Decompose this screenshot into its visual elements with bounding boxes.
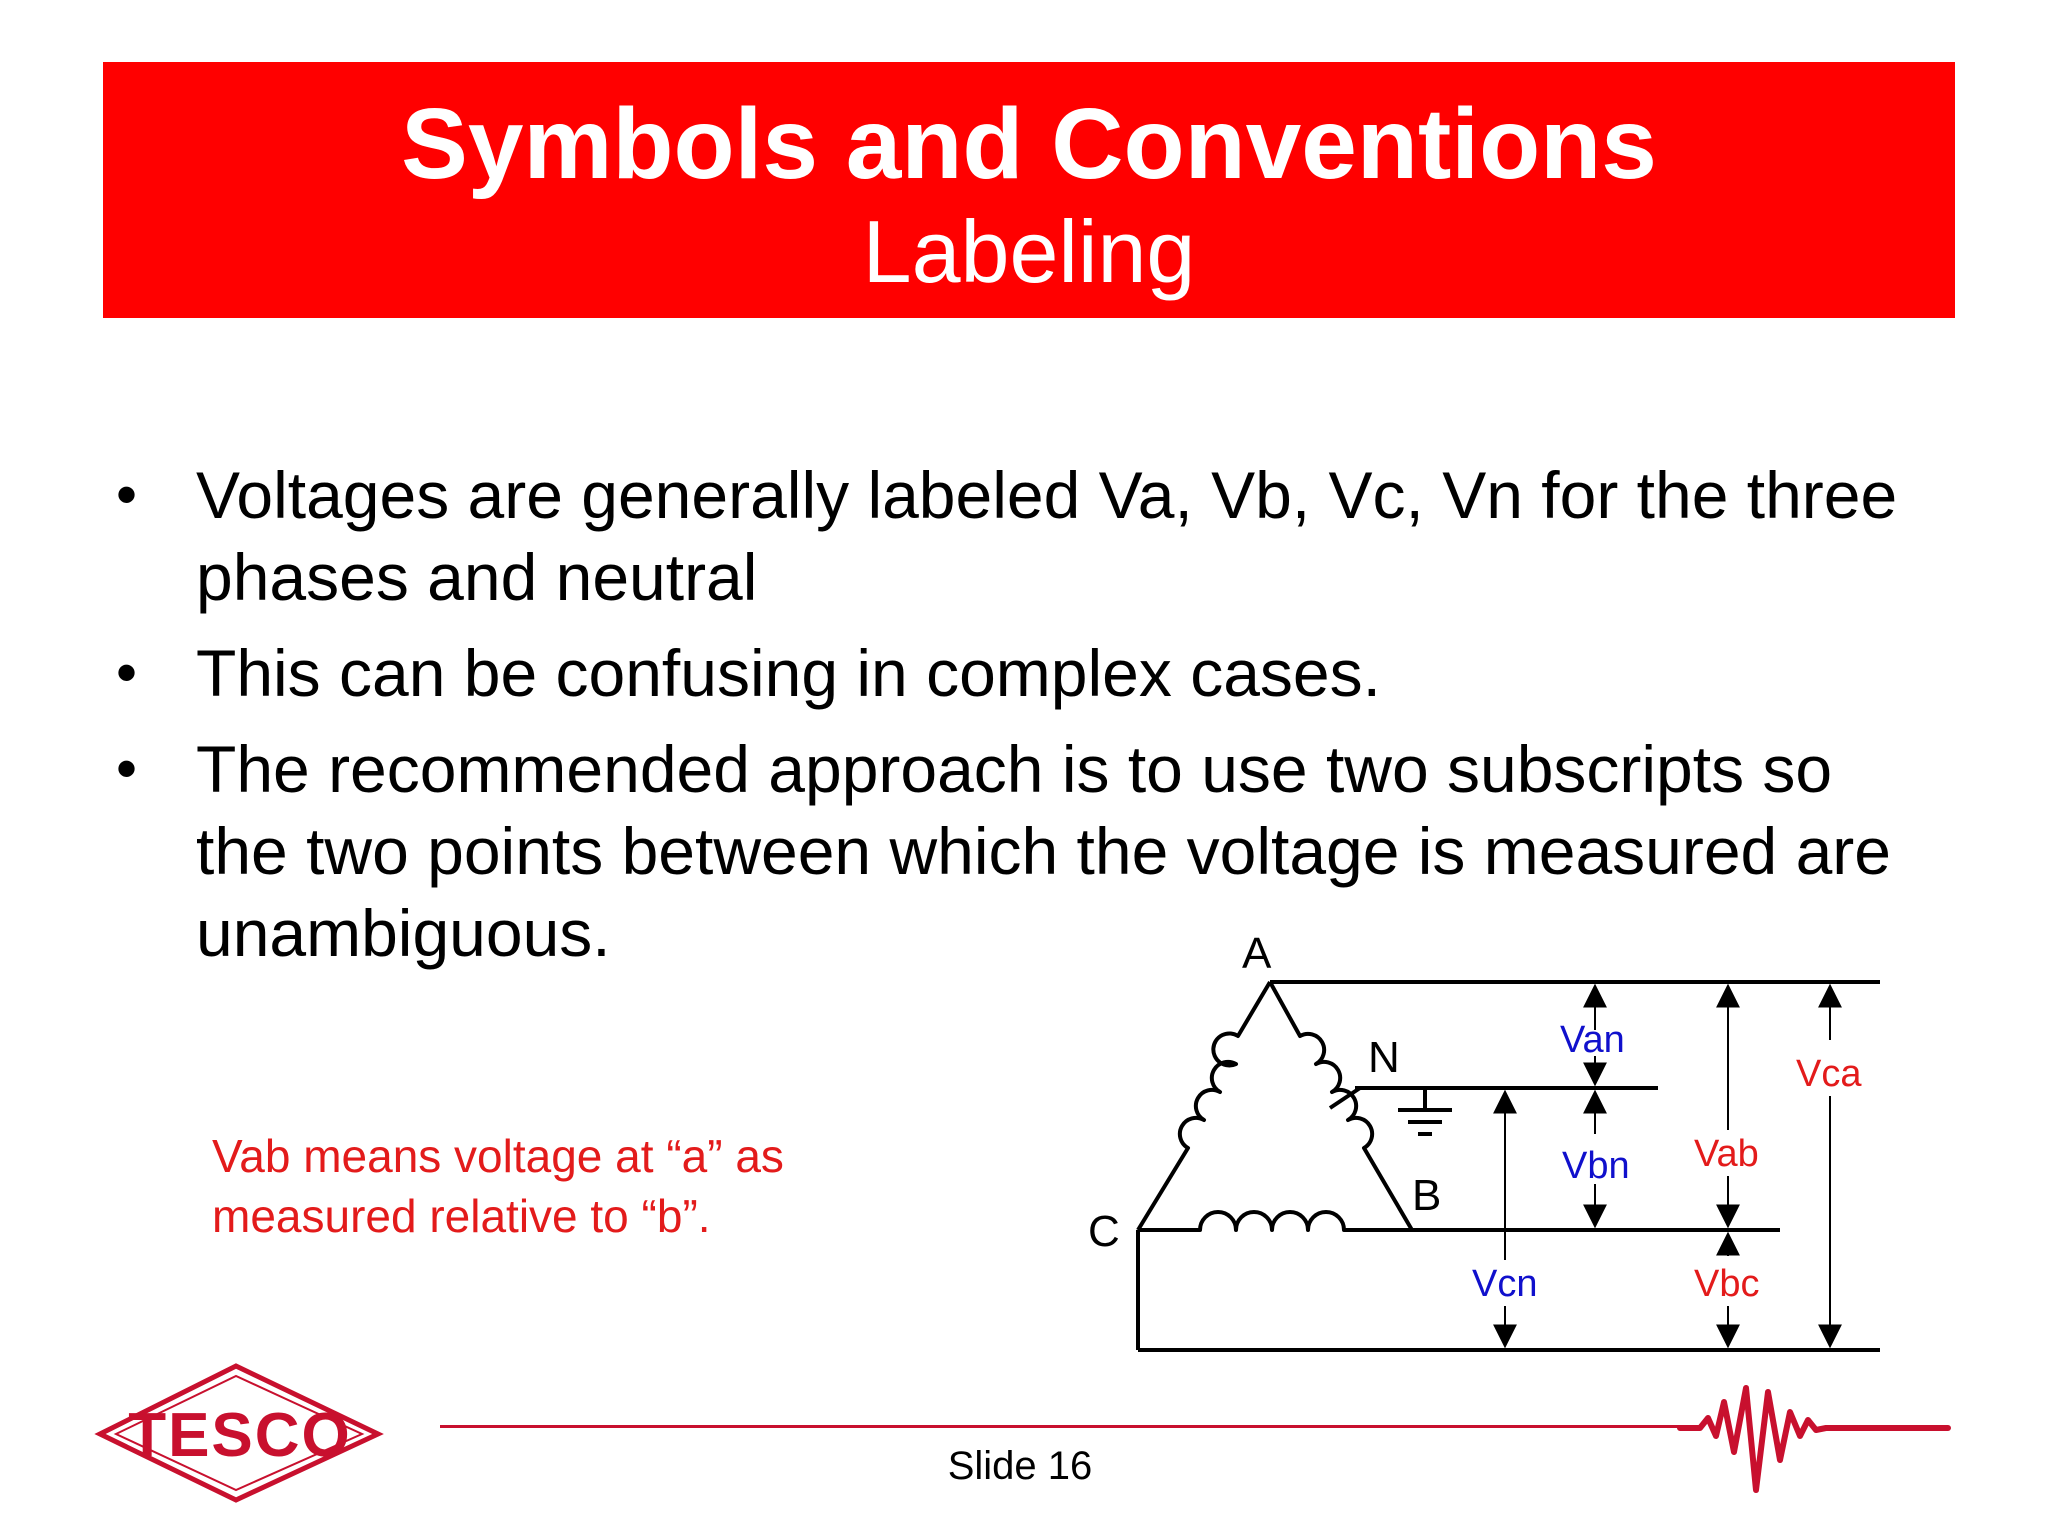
node-label-n: N <box>1368 1033 1400 1082</box>
node-label-b: B <box>1412 1171 1442 1220</box>
node-label-c: C <box>1088 1207 1120 1256</box>
waveform-icon <box>1680 1388 1948 1490</box>
label-vbc: Vbc <box>1694 1263 1760 1305</box>
bullet-dot: • <box>116 639 138 706</box>
ground-icon <box>1398 1088 1452 1134</box>
delta-windings <box>1138 982 1412 1230</box>
label-vcn: Vcn <box>1472 1263 1538 1305</box>
logo-wordmark: TESCO <box>128 1401 352 1470</box>
slide-subtitle: Labeling <box>862 202 1196 301</box>
winding-ac <box>1138 982 1270 1230</box>
label-vca: Vca <box>1796 1053 1862 1095</box>
slide-title: Symbols and Conventions <box>401 88 1657 200</box>
tesco-logo <box>100 1366 378 1500</box>
bullet-dot: • <box>116 461 138 528</box>
bullet-text: The recommended approach is to use two subscripts so the two points between which the voltage is measured are unambiguous. <box>196 732 1891 970</box>
red-note: Vab means voltage at “a” as measured relative to “b”. <box>212 1130 784 1242</box>
winding-ab <box>1270 982 1412 1230</box>
node-label-a: A <box>1242 929 1272 978</box>
label-vab: Vab <box>1694 1133 1759 1175</box>
slide-number: Slide 16 <box>947 1444 1093 1488</box>
bullet-text: This can be confusing in complex cases. <box>196 636 1381 710</box>
footer-rule <box>440 1425 1680 1428</box>
bullet-dot: • <box>116 735 138 802</box>
winding-cb <box>1138 1212 1412 1230</box>
bullet-text: Voltages are generally labeled Va, Vb, Vc, Vn for the three phases and neutral <box>196 458 1898 614</box>
label-van: Van <box>1560 1019 1625 1061</box>
label-vbn: Vbn <box>1562 1145 1630 1187</box>
